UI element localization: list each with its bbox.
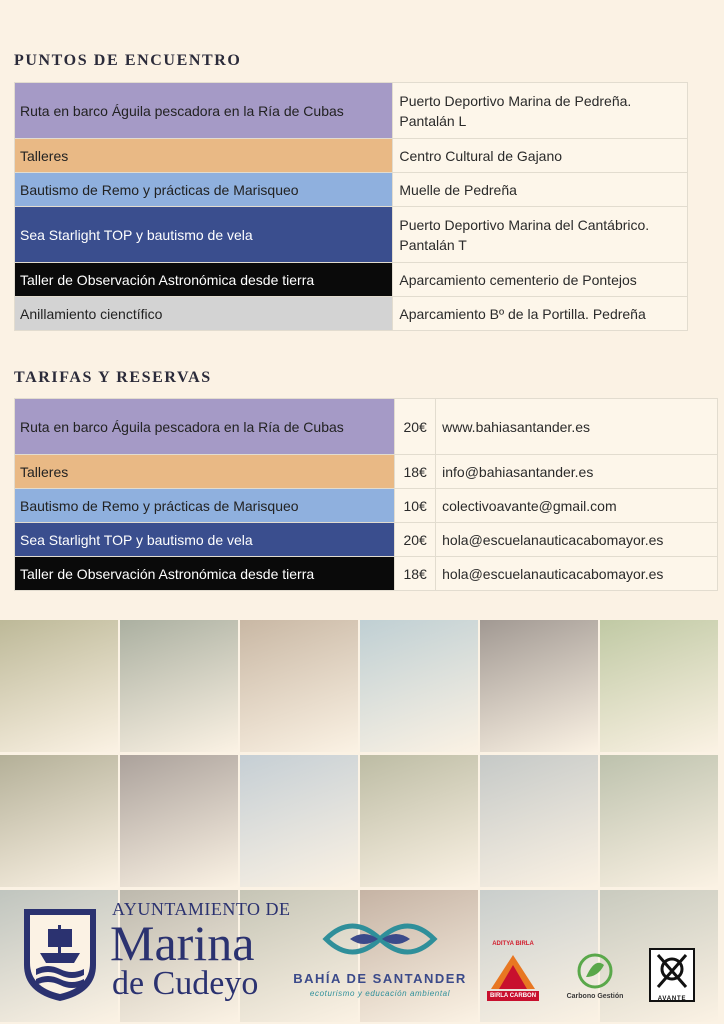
photo-tile [480, 620, 598, 752]
photo-tile [240, 620, 358, 752]
meeting-activity: Talleres [15, 139, 393, 173]
rate-contact[interactable]: hola@escuelanauticacabomayor.es [436, 557, 718, 591]
birla-carbon-label: BIRLA CARBON [487, 991, 539, 1001]
rate-activity: Talleres [15, 455, 395, 489]
bahia-santander-logo [292, 909, 468, 1009]
meeting-row [15, 207, 688, 263]
rate-price: 20€ [395, 399, 436, 455]
meeting-row [15, 297, 688, 331]
bahia-name: BAHÍA DE SANTANDER [293, 971, 467, 986]
meeting-activity: Taller de Observación Astronómica desde tierra [15, 263, 393, 297]
ayto-line2: Marina [110, 915, 255, 971]
photo-tile [120, 755, 238, 887]
meeting-row [15, 83, 688, 139]
meeting-points-table [14, 82, 688, 331]
photo-tile [0, 620, 118, 752]
meeting-location: Muelle de Pedreña [393, 173, 688, 207]
rate-row [15, 489, 718, 523]
meeting-location: Aparcamiento Bº de la Portilla. Pedreña [393, 297, 688, 331]
marina-de-cudeyo-crest-icon [18, 903, 102, 1003]
photo-tile [240, 755, 358, 887]
rate-contact[interactable]: www.bahiasantander.es [436, 399, 718, 455]
meeting-activity: Bautismo de Remo y prácticas de Marisqueo [15, 173, 393, 207]
meeting-activity: Ruta en barco Águila pescadora en la Ría de Cubas [15, 83, 393, 139]
rate-price: 18€ [395, 557, 436, 591]
carbono-gestion-label: Carbono Gestión [566, 993, 624, 1000]
rates-title: TARIFAS Y RESERVAS [14, 369, 212, 386]
meeting-location: Puerto Deportivo Marina de Pedreña. Pantalán L [393, 83, 688, 139]
rate-activity: Sea Starlight TOP y bautismo de vela [15, 523, 395, 557]
meeting-points-title: PUNTOS DE ENCUENTRO [14, 52, 242, 69]
rate-price: 18€ [395, 455, 436, 489]
photo-tile [360, 620, 478, 752]
meeting-activity: Anillamiento cienctífico [15, 297, 393, 331]
rate-activity: Taller de Observación Astronómica desde tierra [15, 557, 395, 591]
meeting-location: Centro Cultural de Gajano [393, 139, 688, 173]
meeting-row [15, 139, 688, 173]
rate-row [15, 557, 718, 591]
meeting-row [15, 263, 688, 297]
rate-row [15, 523, 718, 557]
photo-tile [0, 755, 118, 887]
rate-row [15, 399, 718, 455]
meeting-location: Puerto Deportivo Marina del Cantábrico. Pantalán T [393, 207, 688, 263]
rate-activity: Ruta en barco Águila pescadora en la Ría de Cubas [15, 399, 395, 455]
rate-activity: Bautismo de Remo y prácticas de Marisqueo [15, 489, 395, 523]
rates-table [14, 398, 718, 591]
aditya-birla-label: ADITYA BIRLA [492, 941, 534, 947]
meeting-row [15, 173, 688, 207]
photo-tile [360, 755, 478, 887]
rate-contact[interactable]: hola@escuelanauticacabomayor.es [436, 523, 718, 557]
photo-tile [120, 620, 238, 752]
meeting-activity: Sea Starlight TOP y bautismo de vela [15, 207, 393, 263]
rate-price: 10€ [395, 489, 436, 523]
photo-tile [600, 620, 718, 752]
photo-tile [480, 755, 598, 887]
avante-logo-icon [648, 947, 696, 1003]
rate-row [15, 455, 718, 489]
avante-label: AVANTE [657, 996, 687, 1002]
bahia-tagline: ecoturismo y educación ambiental [309, 989, 451, 998]
rate-contact[interactable]: info@bahiasantander.es [436, 455, 718, 489]
ayto-line3: de Cudeyo [112, 965, 259, 1002]
meeting-location: Aparcamiento cementerio de Pontejos [393, 263, 688, 297]
ayto-line1: AYUNTAMIENTO DE [112, 899, 291, 919]
rate-price: 20€ [395, 523, 436, 557]
fish-icon [292, 909, 468, 969]
rate-contact[interactable]: colectivoavante@gmail.com [436, 489, 718, 523]
logo-bar [0, 885, 724, 1024]
photo-tile [600, 755, 718, 887]
